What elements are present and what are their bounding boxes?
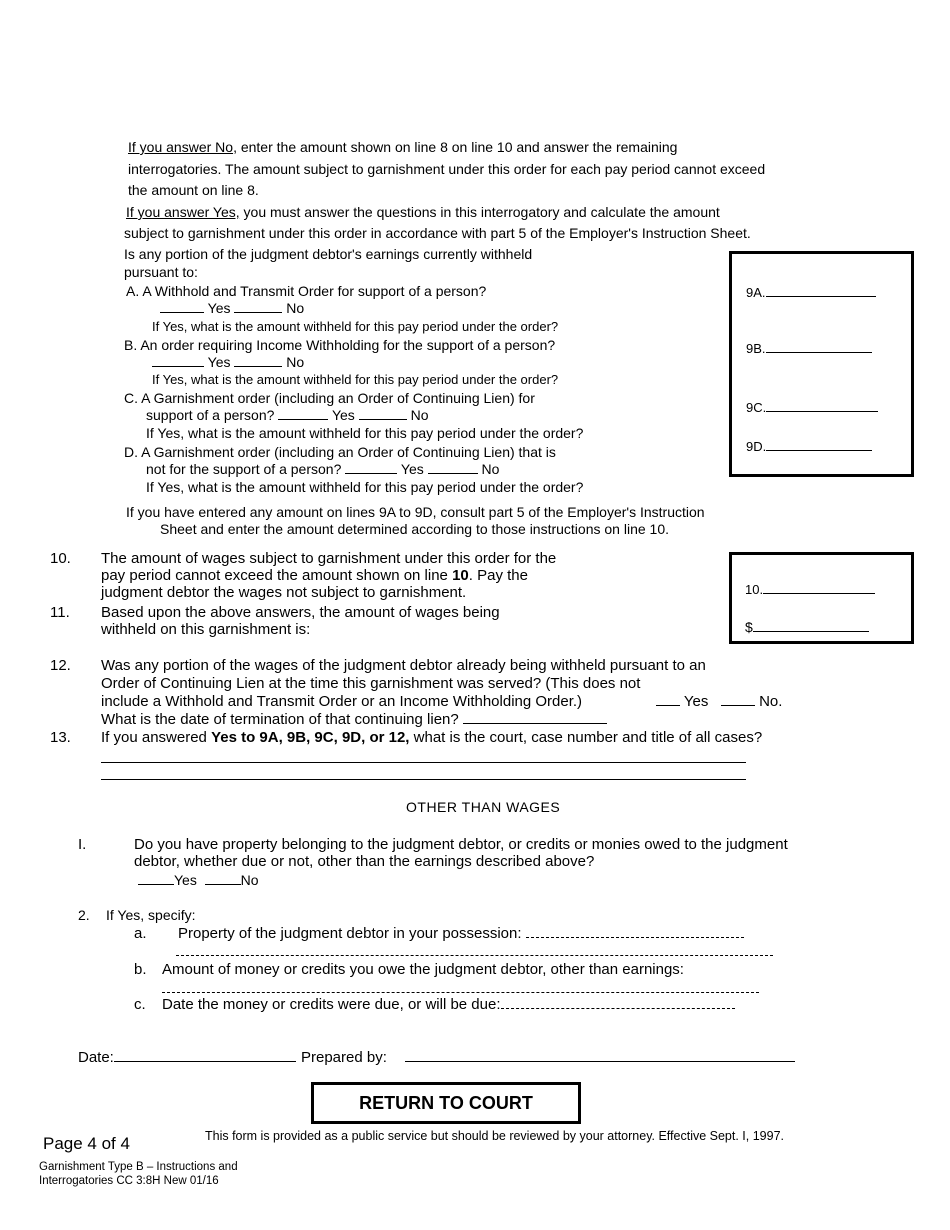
prepared-by-field xyxy=(301,1049,795,1066)
other-a-blank-1[interactable] xyxy=(526,925,744,938)
q11-line-1: Based upon the above answers, the amount of wages being xyxy=(101,604,500,621)
q9d-follow: If Yes, what is the amount withheld for this pay period under the order? xyxy=(146,479,584,495)
q9c-text: C. A Garnishment order (including an Order of Continuing Lien) for xyxy=(124,390,535,406)
other-c-text: Date the money or credits were due, or will be due: xyxy=(162,996,735,1013)
date-blank[interactable] xyxy=(114,1049,296,1062)
intro-no-line-3: the amount on line 8. xyxy=(128,182,259,198)
other-c-num: c. xyxy=(134,996,146,1013)
q9d-amount-field[interactable]: 9D. xyxy=(746,438,872,454)
q12-num: 12. xyxy=(50,657,71,674)
q12-line-1: Was any portion of the wages of the judgment debtor already being withheld pursuant to an xyxy=(101,657,706,674)
other-heading: OTHER THAN WAGES xyxy=(406,799,561,815)
q9b-no-blank[interactable] xyxy=(234,354,282,367)
q9c-no-blank[interactable] xyxy=(359,407,407,420)
q12-yes-blank[interactable] xyxy=(656,693,680,706)
other-i-line-1: Do you have property belonging to the judgment debtor, or credits or monies owed to the judgment xyxy=(134,836,788,853)
q11-amount-field[interactable]: $ xyxy=(745,619,869,635)
q9-lead-1: Is any portion of the judgment debtor's earnings currently withheld xyxy=(124,246,533,262)
q12-line-3: include a Withhold and Transmit Order or an Income Withholding Order.) xyxy=(101,693,583,710)
prepared-by-label: Prepared by: xyxy=(301,1049,387,1066)
q9b-yes-blank[interactable] xyxy=(152,354,204,367)
disclaimer: This form is provided as a public service but should be reviewed by your attorney. Effective Sept. I, 1997. xyxy=(205,1129,785,1143)
q12-no-blank[interactable] xyxy=(721,693,755,706)
date-label: Date: xyxy=(78,1049,114,1066)
q12-line-4: What is the date of termination of that continuing lien? xyxy=(101,711,607,728)
q9-note-1: If you have entered any amount on lines 9A to 9D, consult part 5 of the Employer's Instruction xyxy=(126,504,705,520)
q9c-amount-field[interactable]: 9C. xyxy=(746,399,878,415)
other-2-num: 2. xyxy=(78,907,90,923)
form-id-line-1: Garnishment Type B – Instructions and xyxy=(39,1161,238,1173)
q10-line-3: judgment debtor the wages not subject to garnishment. xyxy=(101,584,467,601)
q9d-yes-blank[interactable] xyxy=(345,461,397,474)
other-i-line-2: debtor, whether due or not, other than the earnings described above? xyxy=(134,853,595,870)
q10-answer-box xyxy=(729,552,914,644)
q9a-answer: Yes No xyxy=(160,300,304,316)
q9a-follow: If Yes, what is the amount withheld for this pay period under the order? xyxy=(152,319,559,334)
other-c-blank[interactable] xyxy=(501,996,735,1009)
return-to-court-button[interactable]: RETURN TO COURT xyxy=(311,1082,581,1124)
q13-line: If you answered Yes to 9A, 9B, 9C, 9D, or 12, what is the court, case number and title of all cases? xyxy=(101,729,763,746)
prepared-by-blank[interactable] xyxy=(405,1049,795,1062)
q12-date-blank[interactable] xyxy=(463,711,607,724)
intro-yes-line-1: If you answer Yes, you must answer the questions in this interrogatory and calculate the amount xyxy=(126,204,720,220)
intro-no-lead: If you answer No xyxy=(128,139,234,155)
q9a-no-blank[interactable] xyxy=(234,300,282,313)
other-i-answer: Yes No xyxy=(138,872,259,888)
intro-no-line-2: interrogatories. The amount subject to garnishment under this order for each pay period cannot exceed xyxy=(128,161,766,177)
other-b-blank[interactable] xyxy=(162,992,759,993)
intro-yes-line-2: subject to garnishment under this order in accordance with part 5 of the Employer's Instruction Sheet. xyxy=(124,225,751,241)
q9-lead-2: pursuant to: xyxy=(124,264,198,280)
date-field xyxy=(78,1049,296,1066)
q9d-answer: not for the support of a person? Yes No xyxy=(146,461,500,477)
other-a-num: a. xyxy=(134,925,147,942)
page-number: Page 4 of 4 xyxy=(43,1134,130,1153)
q9a-text: A. A Withhold and Transmit Order for support of a person? xyxy=(126,283,487,299)
q13-num: 13. xyxy=(50,729,71,746)
other-2-lead: If Yes, specify: xyxy=(106,907,196,923)
q9b-answer: Yes No xyxy=(152,354,304,370)
q9b-text: B. An order requiring Income Withholding for the support of a person? xyxy=(124,337,556,353)
q9c-follow: If Yes, what is the amount withheld for this pay period under the order? xyxy=(146,425,584,441)
form-id-line-2: Interrogatories CC 3:8H New 01/16 xyxy=(39,1175,219,1187)
q11-line-2: withheld on this garnishment is: xyxy=(101,621,311,638)
q12-answer: Yes No. xyxy=(656,693,782,710)
q10-line-1: The amount of wages subject to garnishment under this order for the xyxy=(101,550,557,567)
q9-note-2: Sheet and enter the amount determined according to those instructions on line 10. xyxy=(160,521,669,537)
q9c-answer: support of a person? Yes No xyxy=(146,407,429,423)
q9b-follow: If Yes, what is the amount withheld for this pay period under the order? xyxy=(152,372,559,387)
q10-amount-field[interactable]: 10. xyxy=(745,581,875,597)
other-a-text: Property of the judgment debtor in your possession: xyxy=(178,925,744,942)
q9d-no-blank[interactable] xyxy=(428,461,478,474)
q9b-amount-field[interactable]: 9B. xyxy=(746,340,872,356)
other-i-yes-blank[interactable] xyxy=(138,872,174,885)
q12-line-2: Order of Continuing Lien at the time this garnishment was served? (This does not xyxy=(101,675,641,692)
intro-no-line-1: If you answer No, enter the amount shown on line 8 on line 10 and answer the remaining xyxy=(128,139,678,155)
q11-num: 11. xyxy=(50,604,70,621)
q10-line-2: pay period cannot exceed the amount shown on line 10. Pay the xyxy=(101,567,528,584)
other-i-no-blank[interactable] xyxy=(205,872,241,885)
q9a-yes-blank[interactable] xyxy=(160,300,204,313)
q9-answer-box xyxy=(729,251,914,477)
other-a-blank-2[interactable] xyxy=(176,955,773,956)
other-b-num: b. xyxy=(134,961,147,978)
q9d-text: D. A Garnishment order (including an Order of Continuing Lien) that is xyxy=(124,444,556,460)
q9a-amount-field[interactable]: 9A. xyxy=(746,284,876,300)
intro-yes-lead: If you answer Yes, xyxy=(126,204,240,220)
q9c-yes-blank[interactable] xyxy=(278,407,328,420)
other-i-num: I. xyxy=(78,836,87,853)
q13-answer-line-1[interactable] xyxy=(101,762,746,763)
q10-num: 10. xyxy=(50,550,71,567)
other-b-text: Amount of money or credits you owe the judgment debtor, other than earnings: xyxy=(162,961,684,978)
q13-answer-line-2[interactable] xyxy=(101,779,746,780)
